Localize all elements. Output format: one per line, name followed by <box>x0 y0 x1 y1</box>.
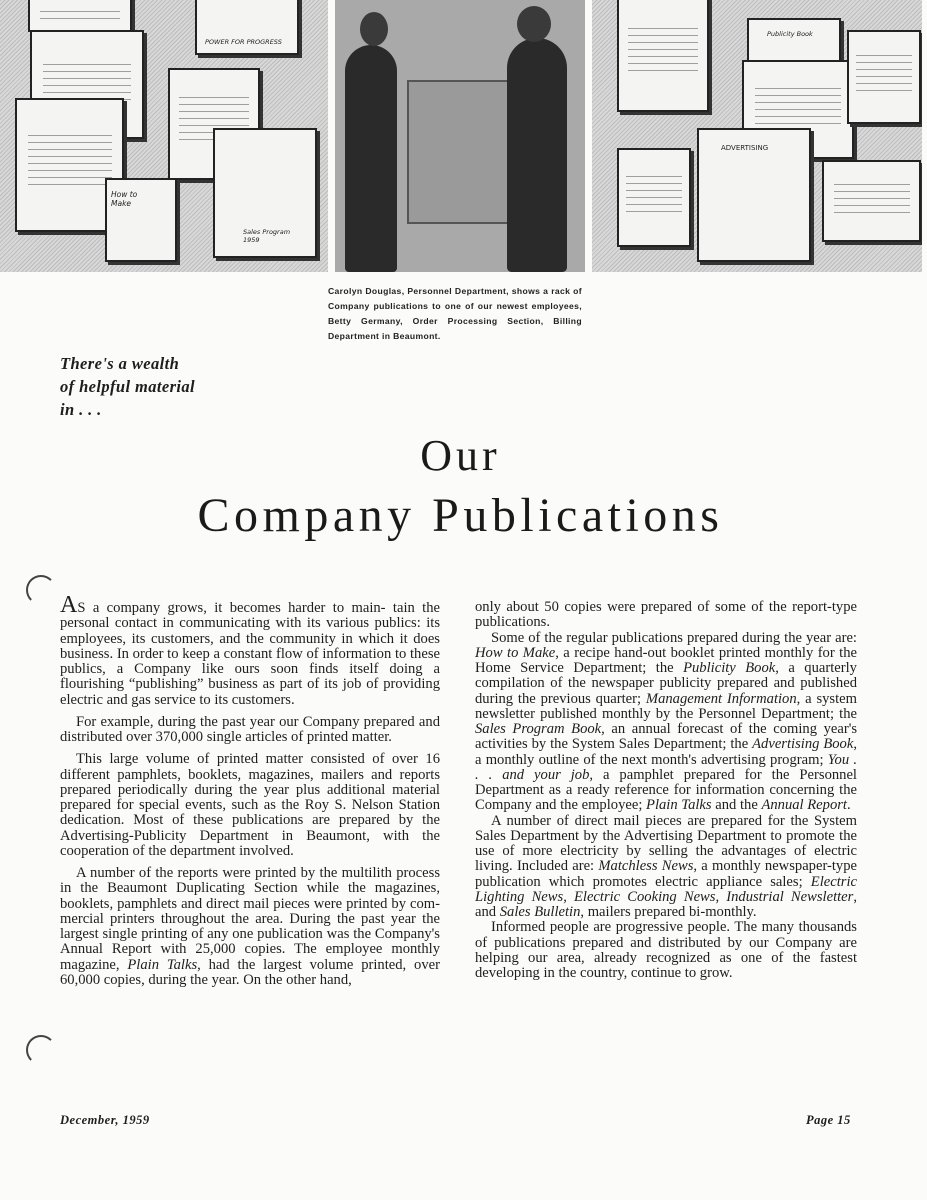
kicker-line: There's a wealth <box>60 354 180 373</box>
paragraph <box>60 752 440 859</box>
text-run: , and <box>475 888 857 920</box>
illustration-advertising <box>697 128 811 262</box>
photo-publications-rack <box>335 0 585 272</box>
text-run: Informed people are progressive people. The many thousands of publications prepared and distributed by our Company are helping our area, already recognized as one of the fastest developing in the country, continue to grow. <box>475 919 857 981</box>
article-column-right <box>475 600 857 981</box>
publication-title: How to Make <box>475 644 556 661</box>
illustration-left-collage <box>0 0 328 272</box>
text-run: and the <box>711 797 762 814</box>
advertising-text: ADVERTISING <box>721 144 769 152</box>
illustration-sheet <box>847 30 921 124</box>
text-run: S a company grows, it becomes harder to main- tain the personal contact in communicating with its various publics: its employees, its customers, and the community in which it does business. In order to keep a constant flow of information to these publics, a Company like ours soon finds itself doing a flourishing “publishing” business as part of its job of providing electric and gas service to its customers. <box>60 600 440 708</box>
paragraph <box>475 814 857 921</box>
illustration-sales-program <box>213 128 317 258</box>
illustration-how-to-make <box>105 178 177 262</box>
article-column-left <box>60 592 440 995</box>
publication-title: Electric Cooking News <box>573 888 716 905</box>
power-for-progress-text: POWER FOR PROGRESS <box>205 38 282 46</box>
person-head <box>517 6 551 42</box>
publication-title: Electric Lighting News <box>475 873 857 905</box>
publicity-book-text: Publicity Book <box>767 30 813 38</box>
paragraph <box>475 631 857 814</box>
text-run: . <box>846 797 851 814</box>
article-title-line2: Company Publications <box>197 489 724 542</box>
publication-title: Annual Report <box>761 797 847 814</box>
kicker-line: in . . . <box>60 400 102 419</box>
issue-date: December, 1959 <box>60 1113 150 1127</box>
text-run: , a monthly outline of the next month's advertising program; <box>475 736 857 768</box>
text-run: Some of the regular publications prepared during the year are: <box>491 629 857 646</box>
text-run: , an annual forecast of the coming year's activities by the System Sales Department; the <box>475 721 858 753</box>
text-run: For example, during the past year our Company prepared and distributed over 370,000 single articles of printed matter. <box>60 713 440 745</box>
person-head <box>360 12 388 46</box>
illustration-right-collage <box>592 0 922 272</box>
article-title-line1: Our <box>420 431 501 480</box>
text-run: , <box>563 888 574 905</box>
publication-title: Plain Talks <box>646 797 712 814</box>
publication-title: Management Information <box>645 690 797 707</box>
text-run: , a quarterly compilation of the newspaper publicity prepared and published during the previous quarter; <box>475 660 857 707</box>
text-run: A number of the reports were printed by the multilith process in the Beaumont Duplicating Section while the magazines, booklets, pamphlets and direct mail pieces were printed by commercial printers throughout the area. During the past year the largest single printing of any one publication was the Company's Annual Report with 25,000 copies. The employee monthly magazine, <box>60 865 440 973</box>
paragraph <box>475 920 857 981</box>
text-run: , a pamphlet prepared for the Personnel Department as a ready reference for information concerning the Company and the employee; <box>475 766 857 814</box>
paragraph <box>475 600 857 631</box>
text-run: This large volume of printed matter consisted of over 16 different pamphlets, booklets, magazines, mailers and reports prepared periodically during the year plus additional material prepared for special events, such as the Roy S. Nelson Station dedication. Most of these publications are prepared by the Advertising-Publicity Department in Beaumont, with the cooperation of the department involved. <box>60 751 440 859</box>
paragraph <box>60 592 440 708</box>
publication-title: You . . . and your job <box>475 751 857 783</box>
punch-hole-mark <box>26 575 56 605</box>
publication-title: Sales Bulletin <box>499 904 581 920</box>
illustration-sheet <box>822 160 921 242</box>
drop-cap: A <box>60 592 78 618</box>
punch-hole-mark <box>26 1035 56 1065</box>
publication-title: Publicity Book <box>683 660 776 676</box>
paragraph <box>60 715 440 746</box>
text-run: , had the largest volume printed, over 60,000 copies, during the year. On the other hand, <box>60 956 440 988</box>
text-run: , a system newsletter published monthly by the Personnel Department; the <box>475 690 857 722</box>
text-run: , mailers prepared bi-monthly. <box>580 904 757 920</box>
illustration-power-for-progress <box>195 0 299 55</box>
kicker <box>60 352 260 421</box>
illustration-sheet <box>28 0 132 32</box>
sales-program-text: Sales Program 1959 <box>243 228 291 244</box>
text-run: , a monthly newspaper-type publication which promotes electric appliance sales; <box>475 858 857 890</box>
how-to-make-text: How to Make <box>111 190 138 208</box>
illustration-sheet <box>617 148 691 247</box>
publication-title: Plain Talks <box>127 956 198 973</box>
publication-title: Industrial Newsletter <box>726 888 854 905</box>
person-carolyn-douglas <box>345 45 397 272</box>
person-betty-germany <box>507 38 567 272</box>
illustration-sheet <box>617 0 709 112</box>
text-run: only about 50 copies were prepared of some of the report-type publications. <box>475 599 857 631</box>
text-run: , <box>715 888 727 905</box>
text-run: A number of direct mail pieces are prepared for the System Sales Department by the Advertising Department to promote the use of more electricity by selling the advantages of electric living. Included are: <box>475 812 857 875</box>
publication-title: Matchless News <box>598 858 694 875</box>
text-run: , a recipe hand-out booklet printed monthly for the Home Service Department; the <box>475 644 857 676</box>
paragraph <box>60 866 440 988</box>
kicker-line: of helpful material <box>60 377 196 396</box>
photo-caption: Carolyn Douglas, Personnel Department, shows a rack of Company publications to one of our newest employees, Betty Germany, Order Processing Section, Billing Department in Beaumont. <box>328 286 582 341</box>
page-number: Page 15 <box>806 1113 851 1127</box>
publication-title: Advertising Book <box>752 736 854 753</box>
publications-rack <box>407 80 521 224</box>
publication-title: Sales Program Book <box>475 721 602 737</box>
